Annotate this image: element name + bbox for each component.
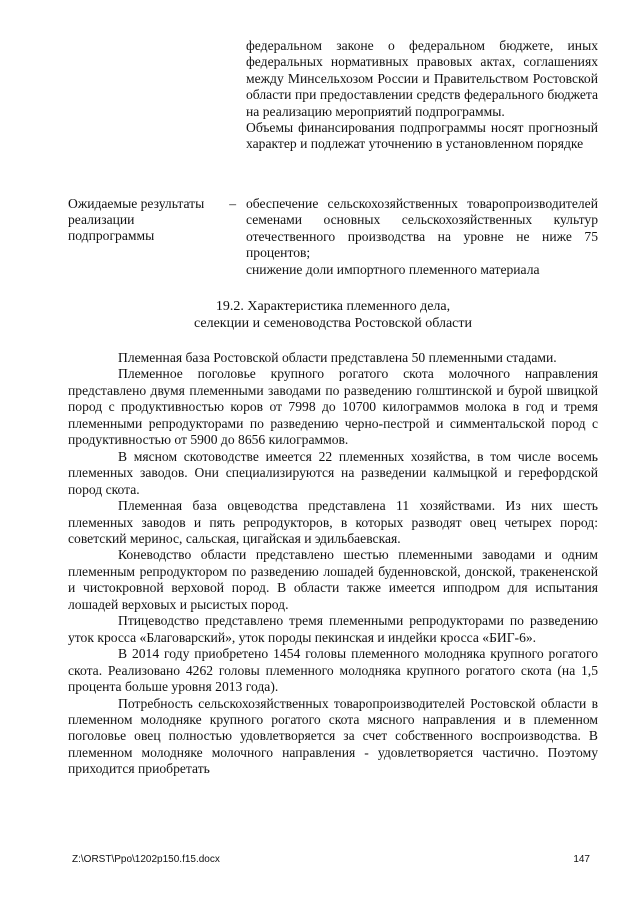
- expected-result-item: снижение доли импортного племенного материала: [246, 261, 540, 277]
- paragraph: Потребность сельскохозяйственных товаропроизводителей Ростовской области в племенном молодняке крупного рогатого скота мясного направления и в племенном поголовье овец полностью удовлетворяется за счет собственного воспроизводства. В племенном молодняке молочного направления - удовлетворяется частично. Поэтому приходится приобретать: [68, 695, 598, 777]
- label-dash: –: [229, 196, 236, 211]
- paragraph: Племенное поголовье крупного рогатого скота молочного направления представлено двумя племенными заводами по разведению голштинской и бурой швицкой пород с продуктивностью коров от 7998 до 10700 килограммов молока в год и тремя племенными репродукторами по разведению черно-пестрой и симментальской пород с продуктивностью от 5900 до 8656 килограммов.: [68, 366, 598, 448]
- expected-results-label-cell: [68, 196, 236, 244]
- paragraph: Птицеводство представлено тремя племенными репродукторами по разведению уток кросса «Благоварский», уток породы пекинская и индейки кросса «БИГ-6».: [68, 613, 598, 645]
- expected-results-label: Ожидаемые результаты реализации подпрограммы: [68, 196, 205, 243]
- body-text: [68, 350, 598, 778]
- financing-note: Объемы финансирования подпрограммы носят прогнозный характер и подлежат уточнению в установленном порядке: [246, 120, 598, 152]
- page-number: 147: [573, 854, 590, 865]
- paragraph: Племенная база овцеводства представлена 11 хозяйствами. Из них шесть племенных заводов и пять репродукторов, в которых разводят овец четырех пород: советский меринос, сальская, цигайская и эдильбаевская.: [68, 498, 598, 546]
- footer-file-path: Z:\ORST\Ppo\1202p150.f15.docx: [72, 854, 220, 865]
- section-title-line: 19.2. Характеристика племенного дела,: [215, 299, 451, 314]
- paragraph: Коневодство области представлено шестью племенными заводами и одним племенным репродуктором по разведению лошадей буденновской, донской, тракененской и чистокровной верховой пород. В области также имеется ипподром для испытания лошадей верховых и рысистых пород.: [68, 547, 598, 612]
- table-continuation-cell: [246, 38, 598, 153]
- expected-results-cell: [246, 196, 598, 278]
- section-title-line: селекции и семеноводства Ростовской области: [194, 316, 472, 331]
- paragraph: Племенная база Ростовской области представлена 50 племенными стадами.: [118, 350, 557, 365]
- section-title: [68, 298, 598, 332]
- paragraph: В мясном скотоводстве имеется 22 племенных хозяйства, в том числе восемь племенных заводов. Они специализируются на разведении калмыцкой и герефордской пород скота.: [68, 448, 598, 497]
- paragraph: В 2014 году приобретено 1454 головы племенного молодняка крупного рогатого скота. Реализовано 4262 головы племенного молодняка крупного рогатого скота (на 1,5 процента больше уровня 2013 года).: [68, 646, 598, 695]
- budget-text: федеральном законе о федеральном бюджете, иных федеральных нормативных правовых актах, соглашениях между Минсельхозом России и Правительством Ростовской области при предоставлении средств федерального бюджета на реализацию мероприятий подпрограммы.: [246, 38, 598, 119]
- expected-result-item: обеспечение сельскохозяйственных товаропроизводителей семенами основных сельскохозяйственных культур отечественного производства на уровне не ниже 75 процентов;: [246, 196, 598, 261]
